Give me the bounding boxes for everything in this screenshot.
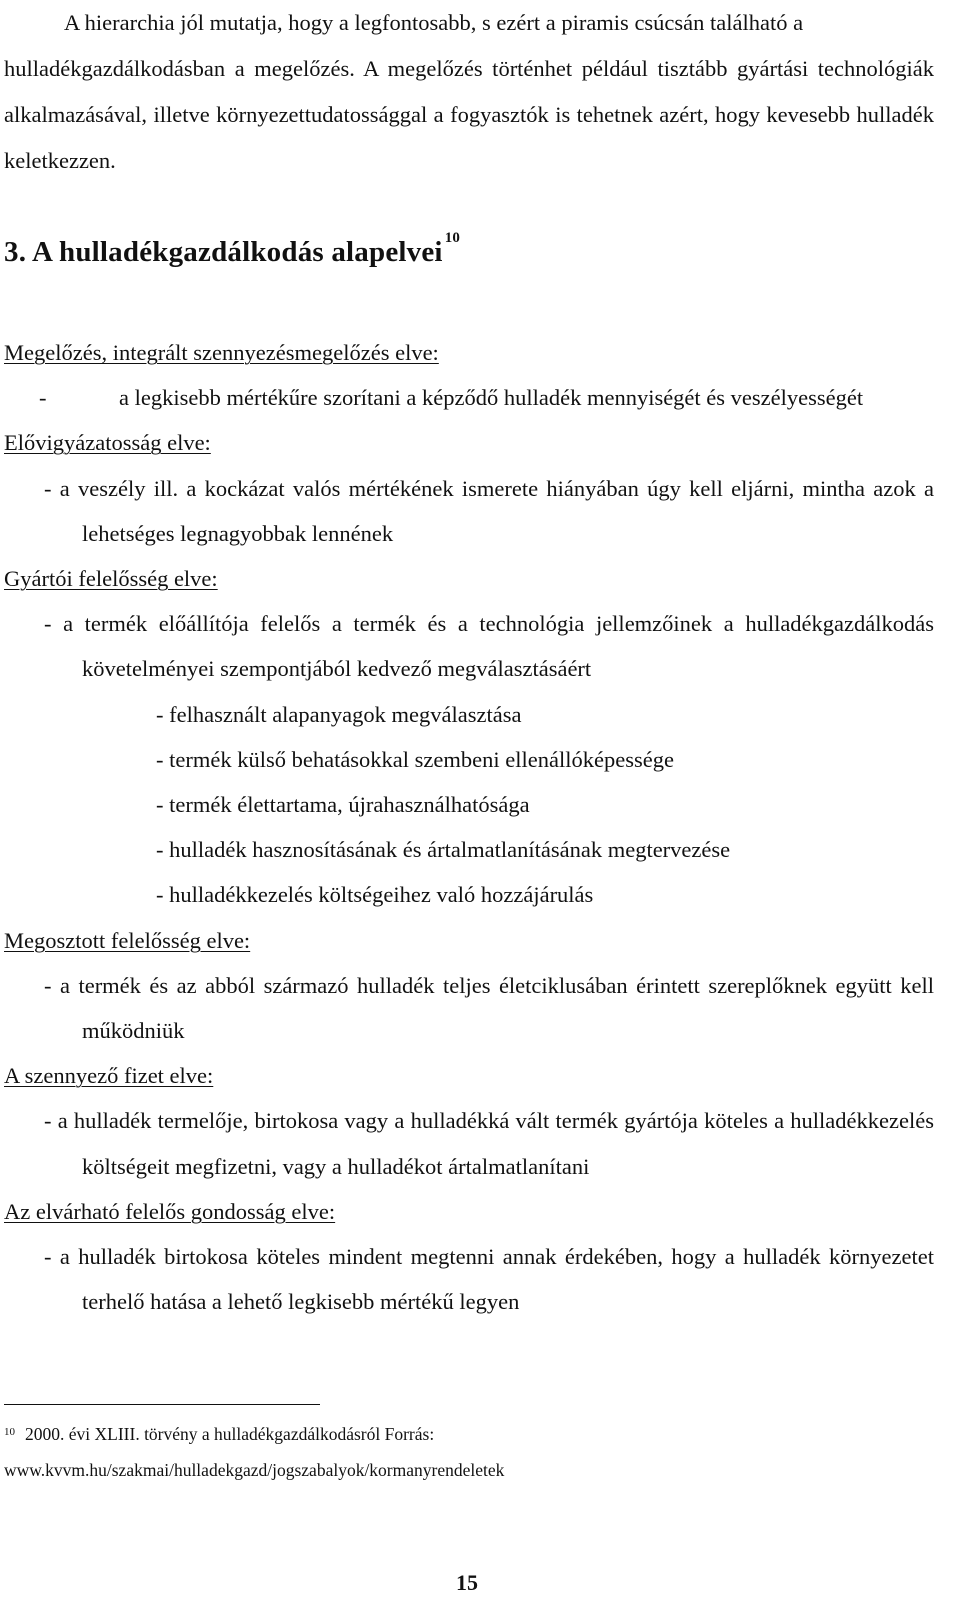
page-number: 15: [456, 1570, 478, 1595]
principle-title-polluter-pays: A szennyező fizet elve:: [4, 1063, 214, 1089]
principle-text-precaution: - a veszély ill. a kockázat valós mértékének ismerete hiányában úgy kell eljárni, mintha azok a lehetséges legnagyobbak lennének: [44, 475, 934, 546]
producer-subitem: - hulladék hasznosításának és ártalmatlanításának megtervezése: [156, 837, 731, 863]
footnote-link[interactable]: www.kvvm.hu/szakmai/hulladekgazd/jogszabalyok/kormanyrendeletek: [4, 1460, 505, 1480]
footnote-line-1: $^{10}$ 2000. évi XLIII. törvény a hulladékgazdálkodásról Forrás:: [4, 1424, 435, 1444]
principle-text-producer: - a termék előállítója felelős a termék és a technológia jellemzőinek a hulladékgazdálkodás követelményei szempontjából kedvező megválasztásáért: [44, 611, 934, 682]
producer-subitem: - termék élettartama, újrahasználhatósága: [156, 792, 530, 818]
principles-list: [4, 330, 934, 1324]
footnote: [4, 1416, 504, 1488]
principle-title-prevention: Megelőzés, integrált szennyezésmegelőzés elve:: [4, 340, 439, 365]
section-heading: [4, 230, 461, 269]
producer-subitem: - termék külső behatásokkal szembeni ellenállóképessége: [156, 746, 674, 772]
principle-text-due-care: - a hulladék birtokosa köteles mindent megtenni annak érdekében, hogy a hulladék környezetet terhelő hatása a lehető legkisebb mértékű legyen: [44, 1244, 934, 1315]
dash: -: [39, 385, 47, 411]
intro-paragraph: [4, 0, 934, 184]
section-heading-text: 3. A hulladékgazdálkodás alapelvei: [4, 236, 443, 268]
producer-subitem: - hulladékkezelés költségeihez való hozzájárulás: [156, 882, 594, 908]
principle-text-prevention: - a legkisebb mértékűre szorítani a képződő hulladék mennyiségét és veszélyességét: [119, 375, 934, 420]
principle-text-polluter-pays: - a hulladék termelője, birtokosa vagy a hulladékká vált termék gyártója köteles a hulladékkezelés költségeit megfizetni, vagy a hulladékot ártalmatlanítani: [44, 1108, 934, 1179]
footnote-separator: [4, 1404, 320, 1405]
principle-text-shared: - a termék és az abból származó hulladék teljes életciklusában érintett szereplőknek együtt kell működniük: [44, 972, 934, 1044]
producer-subitem: - felhasznált alapanyagok megválasztása: [156, 701, 522, 727]
principle-title-due-care: Az elvárható felelős gondosság elve:: [4, 1198, 336, 1224]
principle-title-precaution: Elővigyázatosság elve:: [4, 430, 211, 456]
principle-title-shared: Megosztott felelősség elve:: [4, 927, 251, 953]
principle-title-producer: Gyártói felelősség elve:: [4, 566, 218, 592]
intro-rest: hulladékgazdálkodásban a megelőzés. A megelőzés történhet például tisztább gyártási technológiák alkalmazásával, illetve környezettudatossággal a fogyasztók is tehetnek azért, hogy kevesebb hulladék keletkezzen.: [4, 56, 934, 173]
footnote-reference: 10: [444, 230, 461, 246]
intro-line-1: A hierarchia jól mutatja, hogy a legfontosabb, s ezért a piramis csúcsán található a: [64, 10, 804, 35]
footnote-number: 10: [4, 1426, 15, 1438]
